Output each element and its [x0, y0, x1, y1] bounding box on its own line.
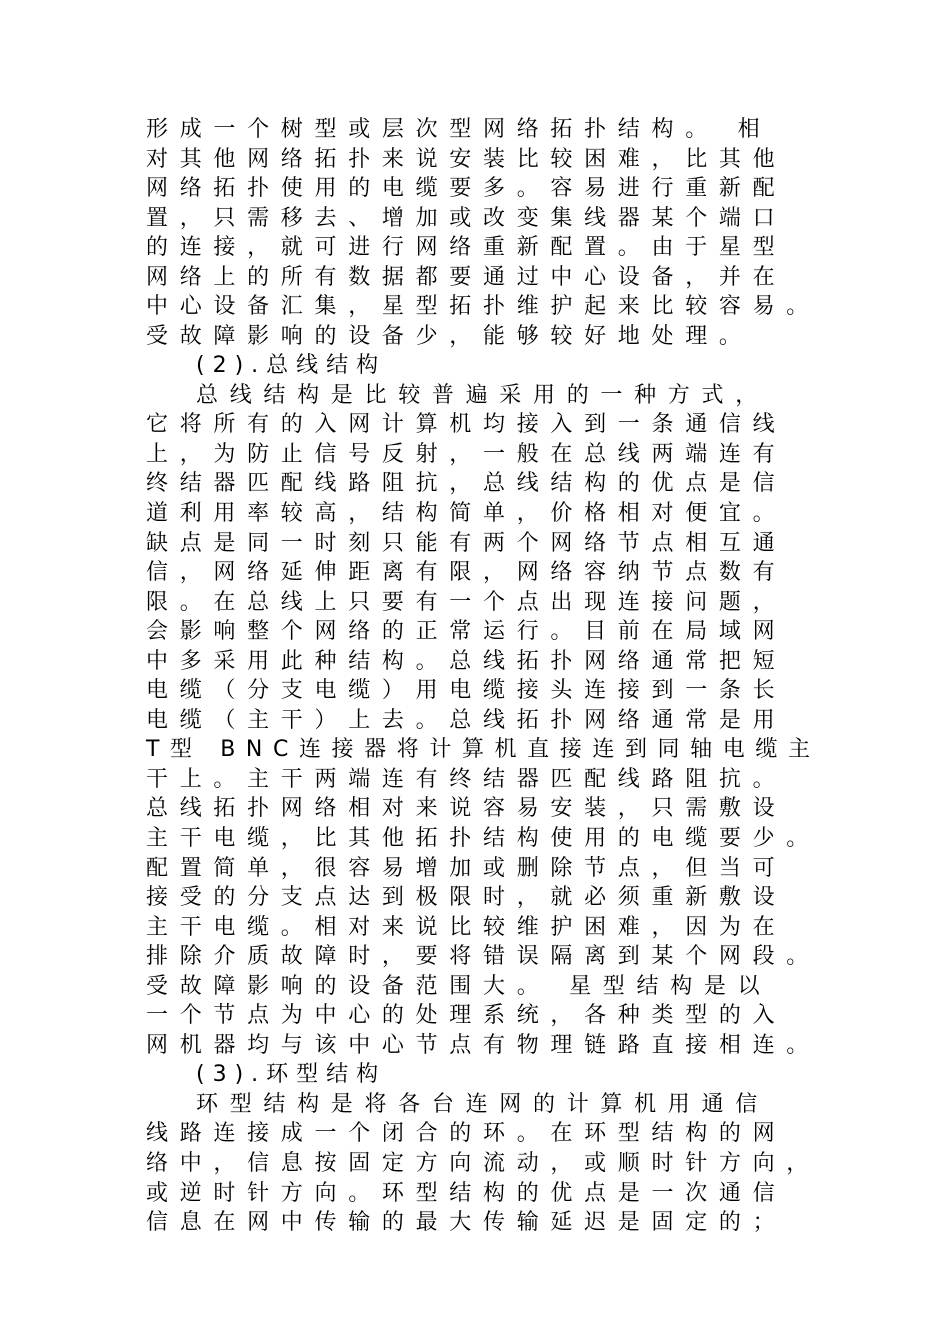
- text-line: 总线结构是比较普遍采用的一种方式，: [196, 383, 769, 408]
- text-line: 一个节点为中心的处理系统，各种类型的入: [146, 1003, 787, 1028]
- text-line: 网络上的所有数据都要通过中心设备，并在: [146, 265, 787, 290]
- text-line: 配置简单，很容易增加或删除节点，但当可: [146, 856, 787, 881]
- text-line: 主干电缆，比其他拓扑结构使用的电缆要少。: [146, 826, 821, 851]
- text-line: 会影响整个网络的正常运行。目前在局域网: [146, 619, 787, 644]
- text-line: 电缆（分支电缆）用电缆接头连接到一条长: [146, 678, 787, 703]
- text-line: 总线拓扑网络相对来说容易安装，只需敷设: [146, 796, 787, 821]
- text-line: 中多采用此种结构。总线拓扑网络通常把短: [146, 649, 787, 674]
- text-line: 接受的分支点达到极限时，就必须重新敷设: [146, 885, 787, 910]
- text-line: 道利用率较高，结构简单，价格相对便宜。: [146, 501, 787, 526]
- text-line: 受故障影响的设备少，能够较好地处理。: [146, 324, 753, 349]
- text-line: 信，网络延伸距离有限，网络容纳节点数有: [146, 560, 787, 585]
- text-line: 信息在网中传输的最大传输延迟是固定的；: [146, 1210, 787, 1235]
- section-heading: (2).总线结构: [196, 353, 387, 378]
- text-line: 它将所有的入网计算机均接入到一条通信线: [146, 412, 787, 437]
- text-line: 缺点是同一时刻只能有两个网络节点相互通: [146, 531, 787, 556]
- text-line: 置，只需移去、增加或改变集线器某个端口: [146, 206, 787, 231]
- text-line: 线路连接成一个闭合的环。在环型结构的网: [146, 1121, 787, 1146]
- text-line: 干上。主干两端连有终结器匹配线路阻抗。: [146, 767, 787, 792]
- section-heading: (3).环型结构: [196, 1062, 387, 1087]
- text-line: 中心设备汇集，星型拓扑维护起来比较容易。: [146, 294, 821, 319]
- text-line: 终结器匹配线路阻抗，总线结构的优点是信: [146, 471, 787, 496]
- text-line: 排除介质故障时，要将错误隔离到某个网段。: [146, 944, 821, 969]
- text-line: 网络拓扑使用的电缆要多。容易进行重新配: [146, 176, 787, 201]
- text-line: 限。在总线上只要有一个点出现连接问题，: [146, 590, 787, 615]
- text-line: 网机器均与该中心节点有物理链路直接相连。: [146, 1033, 821, 1058]
- text-line: 或逆时针方向。环型结构的优点是一次通信: [146, 1181, 787, 1206]
- text-line: 受故障影响的设备范围大。 星型结构是以: [146, 974, 772, 999]
- text-line: 的连接，就可进行网络重新配置。由于星型: [146, 235, 787, 260]
- text-line: 上，为防止信号反射，一般在总线两端连有: [146, 442, 787, 467]
- text-line: 形成一个树型或层次型网络拓扑结构。 相: [146, 117, 772, 142]
- text-line: 环型结构是将各台连网的计算机用通信: [196, 1092, 769, 1117]
- text-line: 主干电缆。相对来说比较维护困难，因为在: [146, 915, 787, 940]
- text-line: 对其他网络拓扑来说安装比较困难，比其他: [146, 147, 787, 172]
- text-line: T型 BNC连接器将计算机直接连到同轴电缆主: [146, 737, 821, 762]
- text-line: 电缆（主干）上去。总线拓扑网络通常是用: [146, 708, 787, 733]
- text-line: 络中，信息按固定方向流动，或顺时针方向，: [146, 1151, 821, 1176]
